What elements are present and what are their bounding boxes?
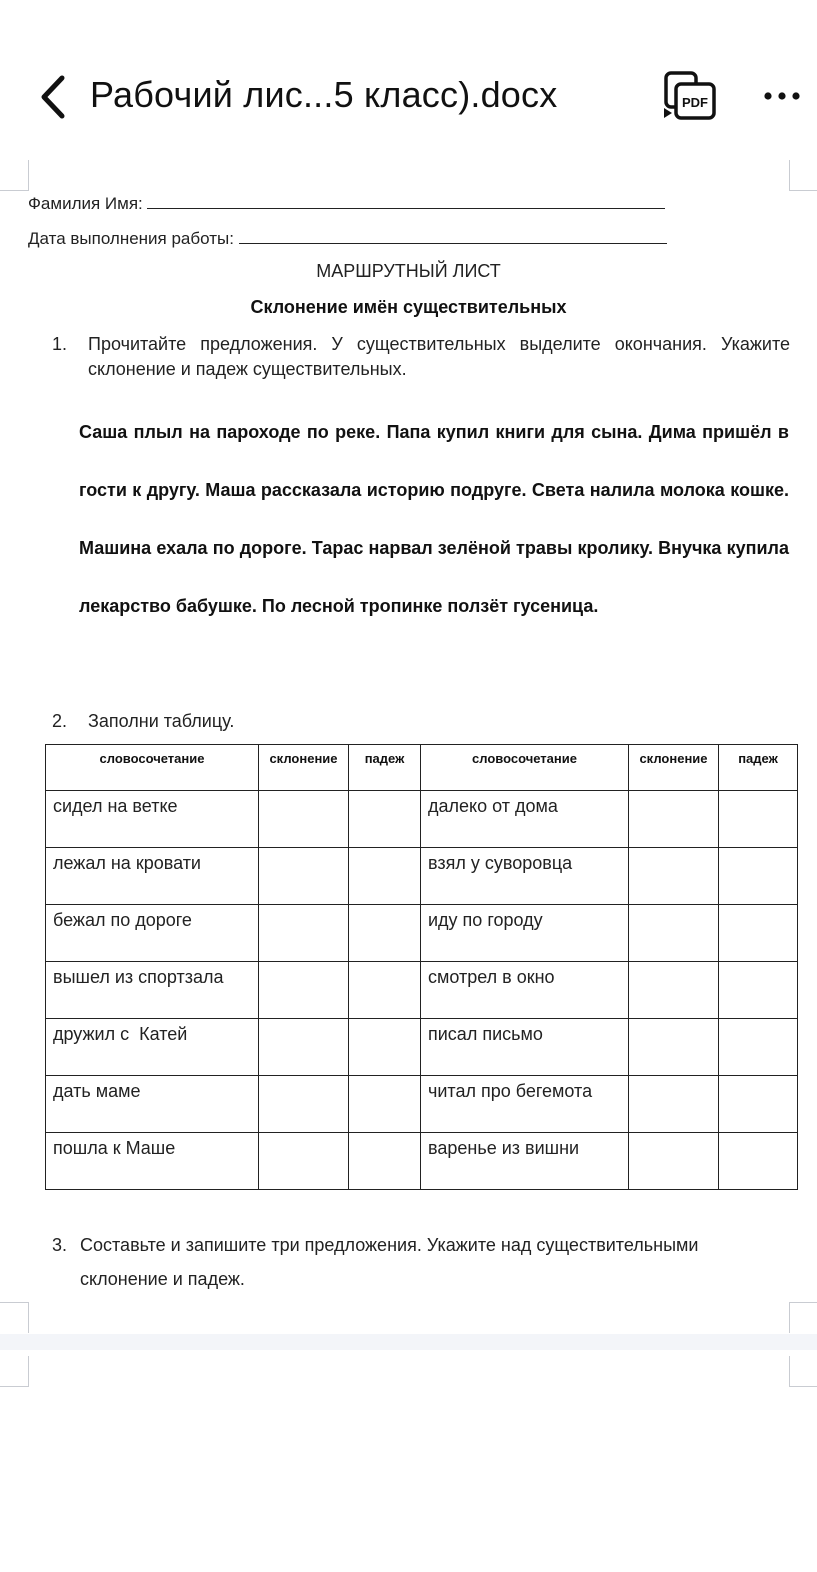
table-cell bbox=[349, 905, 421, 962]
table-cell: взял у суворовца bbox=[421, 848, 629, 905]
table-cell: дать маме bbox=[46, 1076, 259, 1133]
page-separator bbox=[0, 1334, 817, 1350]
table-cell bbox=[349, 1133, 421, 1190]
table-cell bbox=[629, 962, 719, 1019]
table-row bbox=[46, 1019, 798, 1076]
table-cell bbox=[349, 791, 421, 848]
table-row bbox=[46, 905, 798, 962]
page-corner-mark bbox=[0, 160, 29, 191]
table-cell bbox=[349, 962, 421, 1019]
surname-field bbox=[28, 194, 665, 214]
document-heading: МАРШРУТНЫЙ ЛИСТ bbox=[316, 261, 501, 281]
table-cell bbox=[629, 1019, 719, 1076]
table-header-cell: падеж bbox=[349, 745, 421, 791]
table-cell bbox=[719, 905, 798, 962]
table-cell bbox=[629, 848, 719, 905]
table-header-cell: словосочетание bbox=[421, 745, 629, 791]
table-cell bbox=[629, 1076, 719, 1133]
table-cell bbox=[349, 848, 421, 905]
table-cell bbox=[719, 1133, 798, 1190]
page-corner-mark bbox=[0, 1302, 29, 1333]
table-header-cell: словосочетание bbox=[46, 745, 259, 791]
pdf-icon bbox=[662, 70, 718, 122]
more-horizontal-icon bbox=[760, 84, 806, 108]
convert-to-pdf-button[interactable] bbox=[662, 70, 718, 122]
table-cell: вышел из спортзала bbox=[46, 962, 259, 1019]
table-cell: пошла к Маше bbox=[46, 1133, 259, 1190]
table-cell bbox=[349, 1076, 421, 1133]
back-button[interactable] bbox=[36, 72, 76, 122]
surname-label: Фамилия Имя: bbox=[28, 194, 143, 213]
table-cell bbox=[629, 905, 719, 962]
table-cell bbox=[719, 962, 798, 1019]
table-cell bbox=[259, 1019, 349, 1076]
table-cell: смотрел в окно bbox=[421, 962, 629, 1019]
task-1-paragraph: Саша плыл на пароходе по реке. Папа купил книги для сына. Дима пришёл в гости к другу. Маша рассказала историю подруге. Света налила молока кошке. Машина ехала по дороге. Тарас нарвал зелёной травы кролику. Внучка купила лекарство бабушке. По лесной тропинке ползёт гусеница. bbox=[79, 422, 789, 616]
table-cell bbox=[629, 1133, 719, 1190]
table-header-row bbox=[46, 745, 798, 791]
table-header-cell: падеж bbox=[719, 745, 798, 791]
table-cell: варенье из вишни bbox=[421, 1133, 629, 1190]
more-options-button[interactable] bbox=[760, 84, 806, 108]
date-underline bbox=[239, 229, 667, 244]
surname-underline bbox=[147, 194, 665, 209]
table-cell bbox=[259, 848, 349, 905]
table-row bbox=[46, 1133, 798, 1190]
table-cell bbox=[719, 791, 798, 848]
page-corner-mark bbox=[789, 1302, 817, 1333]
table-row bbox=[46, 1076, 798, 1133]
table-cell: читал про бегемота bbox=[421, 1076, 629, 1133]
table-cell: лежал на кровати bbox=[46, 848, 259, 905]
table-cell: дружил с Катей bbox=[46, 1019, 259, 1076]
task-3-number: 3. bbox=[52, 1235, 68, 1255]
task-2 bbox=[52, 709, 790, 734]
table-cell: далеко от дома bbox=[421, 791, 629, 848]
task-1-number: 1. bbox=[52, 334, 68, 354]
document-subheading: Склонение имён существительных bbox=[250, 297, 567, 317]
table-cell bbox=[719, 848, 798, 905]
table-cell: бежал по дороге bbox=[46, 905, 259, 962]
table-cell bbox=[719, 1019, 798, 1076]
task-1-text: Прочитайте предложения. У существительных выделите окончания. Укажите склонение и падеж существительных. bbox=[88, 334, 790, 379]
task-1 bbox=[52, 332, 790, 384]
table-cell bbox=[259, 1133, 349, 1190]
table-cell bbox=[259, 1076, 349, 1133]
table-cell bbox=[349, 1019, 421, 1076]
table-cell bbox=[719, 1076, 798, 1133]
page-corner-mark bbox=[789, 1356, 817, 1387]
task-2-number: 2. bbox=[52, 711, 68, 731]
table-header-cell: склонение bbox=[629, 745, 719, 791]
chevron-left-icon bbox=[36, 72, 76, 122]
pdf-icon-label: PDF bbox=[682, 95, 708, 110]
table-row bbox=[46, 848, 798, 905]
task-3 bbox=[52, 1228, 790, 1288]
table-cell bbox=[259, 962, 349, 1019]
table-cell: сидел на ветке bbox=[46, 791, 259, 848]
table-row bbox=[46, 791, 798, 848]
table-row bbox=[46, 962, 798, 1019]
table-cell: иду по городу bbox=[421, 905, 629, 962]
document-title: Рабочий лис...5 класс).docx bbox=[90, 74, 558, 115]
page-corner-mark bbox=[789, 160, 817, 191]
table-header-cell: склонение bbox=[259, 745, 349, 791]
task-2-text: Заполни таблицу. bbox=[88, 711, 235, 731]
task-3-text: Составьте и запишите три предложения. Укажите над существительными склонение и падеж. bbox=[80, 1235, 699, 1289]
fill-in-table bbox=[45, 744, 798, 1190]
date-field bbox=[28, 229, 667, 249]
table-cell bbox=[259, 791, 349, 848]
app-bar bbox=[0, 0, 817, 161]
date-label: Дата выполнения работы: bbox=[28, 229, 234, 248]
page-corner-mark bbox=[0, 1356, 29, 1387]
table-cell: писал письмо bbox=[421, 1019, 629, 1076]
table-cell bbox=[259, 905, 349, 962]
table-cell bbox=[629, 791, 719, 848]
